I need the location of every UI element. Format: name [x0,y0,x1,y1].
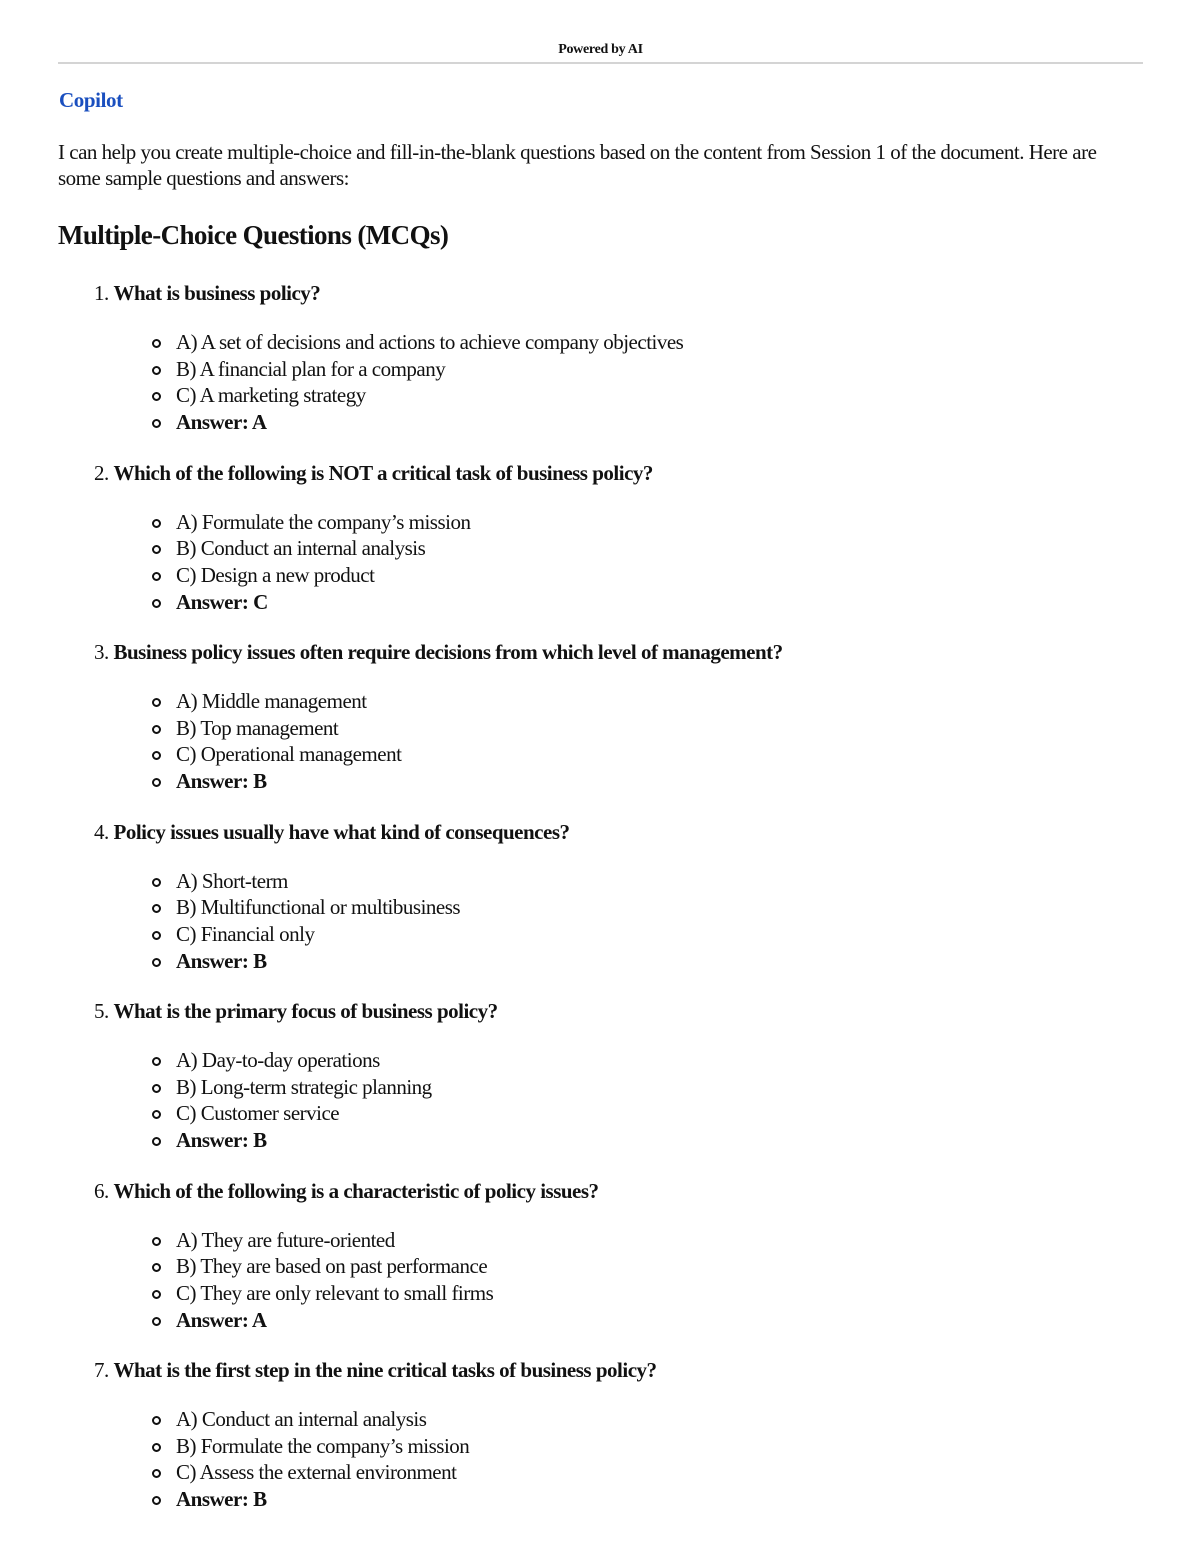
question-item [94,998,1144,1153]
option-text: C) Customer service [176,1101,340,1126]
circle-bullet-icon [152,419,161,428]
answer-line [148,1127,432,1154]
circle-bullet-icon [152,878,161,887]
question-number: 7. [94,1358,109,1382]
answer-line [148,409,683,436]
answer-line [148,589,470,616]
circle-bullet-icon [152,339,161,348]
option-item [148,1074,432,1101]
circle-bullet-icon [152,698,161,707]
circle-bullet-icon [152,1317,161,1326]
question-item [94,1357,1144,1512]
option-list [148,1047,432,1154]
question-heading [94,1178,1144,1204]
answer-text: Answer: A [176,1307,267,1332]
question-heading [94,280,1144,306]
option-text: B) Conduct an internal analysis [176,536,426,561]
question-heading [94,998,1144,1024]
circle-bullet-icon [152,1443,161,1452]
question-heading [94,1357,1144,1383]
circle-bullet-icon [152,1237,161,1246]
option-item [148,382,683,409]
circle-bullet-icon [152,366,161,375]
option-text: A) A set of decisions and actions to achieve company objectives [176,330,684,354]
circle-bullet-icon [152,931,161,940]
circle-bullet-icon [152,1263,161,1272]
question-text: Which of the following is a characteristic of policy issues? [113,1178,599,1203]
circle-bullet-icon [152,751,161,760]
circle-bullet-icon [152,1496,161,1505]
question-text: What is the first step in the nine critical tasks of business policy? [113,1358,657,1382]
question-number: 1. [94,281,109,305]
option-text: A) Short-term [176,868,288,893]
question-item [94,819,1144,973]
question-text: Policy issues usually have what kind of consequences? [113,819,570,844]
option-item [148,562,470,589]
circle-bullet-icon [152,1084,161,1093]
intro-paragraph: I can help you create multiple-choice and fill-in-the-blank questions based on the content from Session 1 of the document. Here are some sample questions and answers: [58,140,1097,190]
option-text: B) Long-term strategic planning [176,1074,432,1099]
question-number: 3. [94,640,109,664]
option-item [148,1280,493,1307]
circle-bullet-icon [152,1469,161,1478]
question-item [94,280,1144,435]
option-list [148,509,470,616]
option-item [148,1253,493,1280]
question-text: Business policy issues often require decisions from which level of management? [113,640,783,664]
option-item [148,868,460,895]
question-item [94,1178,1144,1332]
option-text: C) A marketing strategy [176,383,366,408]
circle-bullet-icon [152,778,161,787]
circle-bullet-icon [152,1057,161,1066]
question-text: What is business policy? [113,281,321,305]
answer-line [148,1486,469,1513]
section-title: Multiple-Choice Questions (MCQs) [58,220,449,250]
circle-bullet-icon [152,1416,161,1425]
question-text: Which of the following is NOT a critical task of business policy? [113,460,653,485]
option-text: C) Assess the external environment [176,1460,457,1485]
circle-bullet-icon [152,1137,161,1146]
powered-by-header: Powered by AI [558,42,643,57]
option-text: B) Top management [176,715,339,740]
option-item [148,329,683,356]
question-number: 4. [94,819,109,844]
option-list [148,1406,469,1513]
option-item [148,1433,469,1460]
option-item [148,1227,493,1254]
question-heading [94,639,1144,665]
option-list [148,868,460,975]
copilot-brand-label: Copilot [59,88,123,112]
option-item [148,688,401,715]
answer-text: Answer: C [176,589,268,614]
circle-bullet-icon [152,392,161,401]
option-list [148,688,401,795]
option-item [148,1459,469,1486]
question-heading [94,460,1144,486]
circle-bullet-icon [152,545,161,554]
question-number: 2. [94,460,109,485]
answer-text: Answer: A [176,410,267,435]
option-text: B) Multifunctional or multibusiness [176,895,461,920]
option-text: B) A financial plan for a company [176,356,446,381]
option-text: A) Day-to-day operations [176,1048,380,1072]
answer-text: Answer: B [176,1128,267,1153]
circle-bullet-icon [152,725,161,734]
circle-bullet-icon [152,572,161,581]
option-item [148,1406,469,1433]
option-item [148,894,460,921]
option-item [148,921,460,948]
answer-line [148,948,460,975]
option-item [148,509,470,536]
option-item [148,535,470,562]
option-item [148,1100,432,1127]
option-item [148,715,401,742]
option-text: A) Formulate the company’s mission [176,509,471,534]
option-text: A) Middle management [176,689,367,713]
option-text: C) Operational management [176,742,402,767]
circle-bullet-icon [152,1110,161,1119]
option-text: B) Formulate the company’s mission [176,1433,470,1458]
answer-line [148,768,401,795]
option-list [148,1227,493,1334]
option-item [148,356,683,383]
option-text: A) They are future-oriented [176,1227,395,1252]
option-text: C) They are only relevant to small firms [176,1280,494,1305]
question-heading [94,819,1144,845]
question-text: What is the primary focus of business policy? [113,999,498,1023]
option-list [148,329,683,436]
header-divider [58,62,1143,64]
option-text: C) Design a new product [176,562,375,587]
option-text: A) Conduct an internal analysis [176,1407,427,1431]
circle-bullet-icon [152,519,161,528]
question-number: 6. [94,1178,109,1203]
answer-line [148,1307,493,1334]
circle-bullet-icon [152,599,161,608]
circle-bullet-icon [152,958,161,967]
option-item [148,1047,432,1074]
answer-text: Answer: B [176,1487,267,1512]
question-item [94,639,1144,794]
question-item [94,460,1144,614]
circle-bullet-icon [152,904,161,913]
answer-text: Answer: B [176,948,267,973]
answer-text: Answer: B [176,769,267,794]
question-number: 5. [94,999,109,1023]
option-text: C) Financial only [176,921,315,946]
circle-bullet-icon [152,1290,161,1299]
option-item [148,741,401,768]
option-text: B) They are based on past performance [176,1254,488,1279]
